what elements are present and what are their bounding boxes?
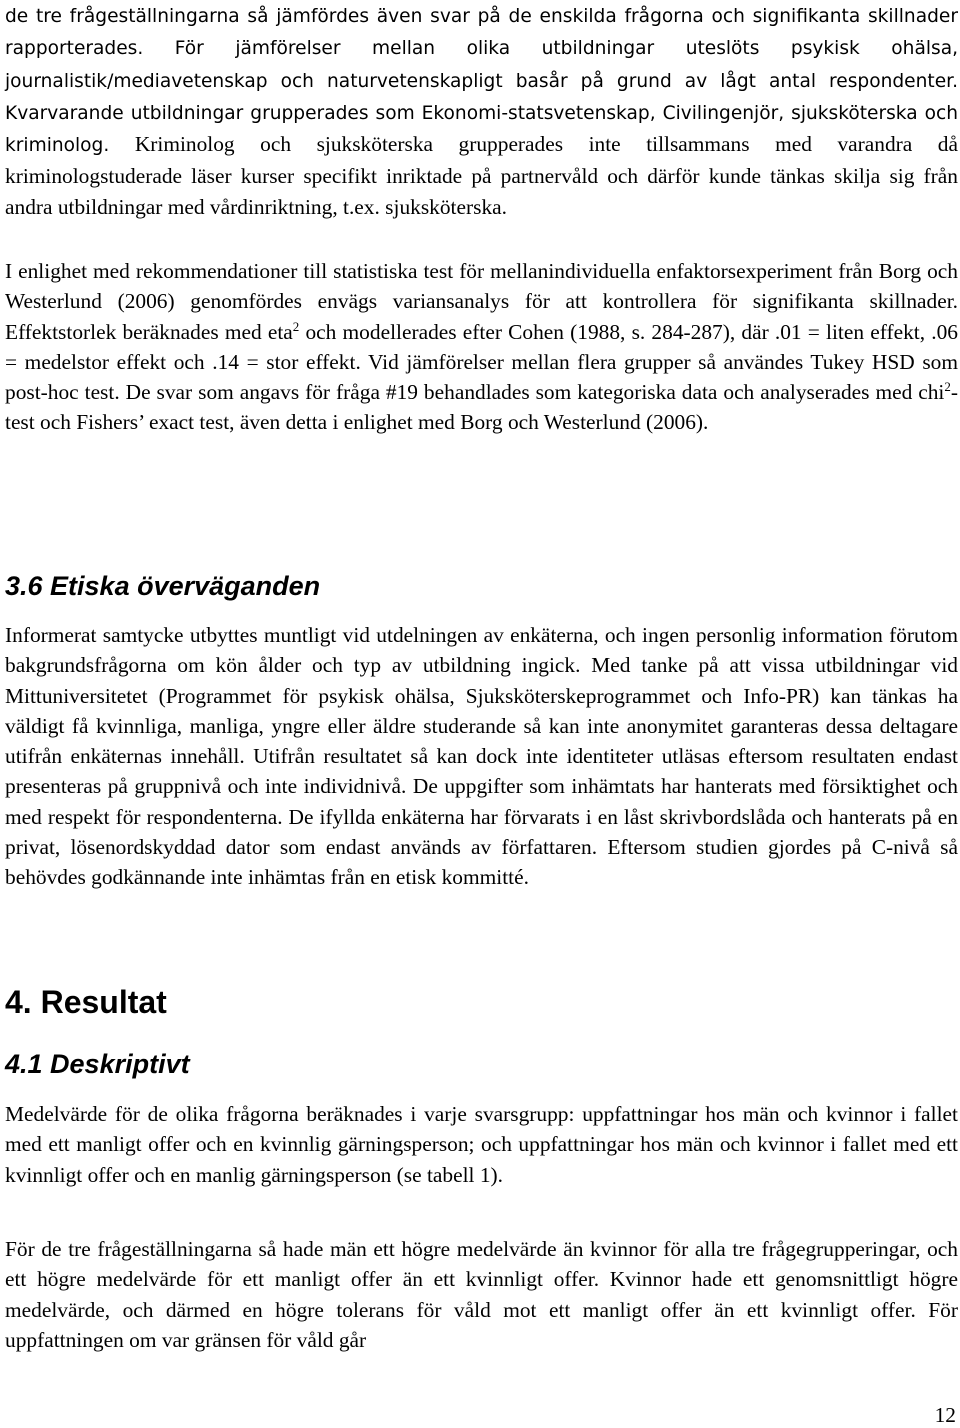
paragraph-descriptive: Medelvärde för de olika frågorna beräknades i varje svarsgrupp: uppfattningar hos män och kvinnor i fallet med ett manligt offer och en kvinnlig gärningsperson; och uppfattningar hos män och kvinnor i fallet med ett kvinnligt offer och en manlig gärningsperson (se tabell 1). — [5, 1102, 958, 1187]
paragraph-ethics: Informerat samtycke utbyttes muntligt vid utdelningen av enkäterna, och ingen personlig information förutom bakgrundsfrågorna om kön ålder och typ av utbildning ingick. Med tanke på att vissa utbildningar vid Mittuniversitetet (Programmet för psykisk ohälsa, Sjuksköterskeprogrammet och Info-PR) kan tänkas ha väldigt få kvinnliga, manliga, yngre eller äldre studerande så kan inte anonymitet garanteras dessa deltagare utifrån enkäternas innehåll. Utifrån resultatet så kan dock inte identiteter utläsas eftersom resultaten endast presenteras på gruppnivå och inte individnivå. De uppgifter som inhämtats har hanterats med försiktighet och med respekt för respondenterna. De ifyllda enkäterna har förvarats i en låst skrivbordslåda och hanterats på en privat, lösenordskyddad dator som endast används av författaren. Eftersom studien gjordes på C-nivå så behövdes godkännande inte inhämtas från en etisk kommitté. — [5, 623, 958, 890]
paragraph-statistics — [5, 256, 958, 438]
page-number: 12 — [934, 1403, 956, 1427]
superscript-eta: 2 — [292, 318, 300, 334]
paragraph-statistics-part3: -test och Fishers’ exact test, även detta i enlighet med Borg och Westerlund (2006). — [5, 380, 958, 435]
heading-descriptive: 4.1 Deskriptivt — [5, 1049, 190, 1079]
paragraph-serif-segment: Kriminolog och sjuksköterska grupperades inte tillsammans med varandra då kriminologstuderade läser kurser specifikt inriktade på partnervåld och därför kunde tänkas skilja sig från andra utbildningar med vårdinriktning, t.ex. sjuksköterska. — [5, 132, 958, 219]
paragraph-statistics-part1: I enlighet med rekommendationer till statistiska test för mellanindividuella enfaktorsexperiment från Borg och Westerlund (2006) genomfördes envägs variansanalys för att kontrollera för signifikanta skillnader. Effektstorlek beräknades med eta — [5, 259, 958, 344]
heading-results: 4. Resultat — [5, 984, 167, 1020]
paragraph-method-comparisons — [5, 0, 958, 222]
paragraph-sans-segment: de tre frågeställningarna så jämfördes även svar på de enskilda frågorna och signifikanta skillnader rapporterades. För jämförelser mellan olika utbildningar uteslöts psykisk ohälsa, journalistik/mediavetenskap och naturvetenskapligt basår på grund av lågt antal respondenter. Kvarvarande utbildningar grupperades som Ekonomi-statsvetenskap, Civilingenjör, sjuksköterska och kriminolog. — [5, 6, 958, 157]
superscript-chi: 2 — [944, 379, 951, 395]
paragraph-statistics-part2: och modellerades efter Cohen (1988, s. 284-287), där .01 = liten effekt, .06 = medelstor effekt och .14 = stor effekt. Vid jämförelser mellan flera grupper så användes Tukey HSD som post-hoc test. De svar som angavs för fråga #19 behandlades som kategoriska data och analyserades med chi — [5, 319, 958, 405]
heading-ethics: 3.6 Etiska överväganden — [5, 571, 321, 601]
paragraph-results-summary: För de tre frågeställningarna så hade män ett högre medelvärde än kvinnor för alla tre frågegrupperingar, och ett högre medelvärde för ett manligt offer än ett kvinnligt offer. Kvinnor hade ett genomsnittligt högre medelvärde, och därmed en högre tolerans för våld mot ett manligt offer än ett kvinnligt offer. För uppfattningen om var gränsen för våld går — [5, 1237, 958, 1352]
